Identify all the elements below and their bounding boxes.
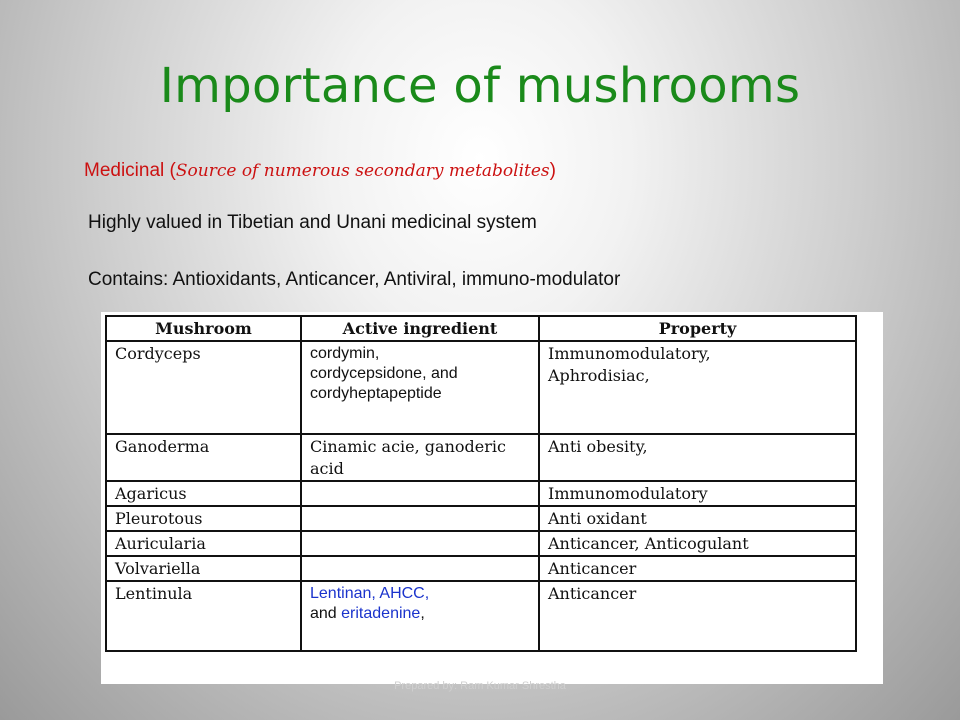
footer-credit: Prepared by: Ram Kumar Shrestha: [394, 680, 566, 692]
cell-property: Anticancer, Anticogulant: [539, 531, 856, 556]
cell-ingredient: [301, 481, 539, 506]
table-row: [106, 341, 856, 434]
cell-mushroom: Pleurotous: [106, 506, 301, 531]
cell-property: Anticancer: [539, 556, 856, 581]
medicinal-open-paren: (: [169, 160, 176, 181]
cell-property: Immunomodulatory: [539, 481, 856, 506]
text-line-tibetian-unani: Highly valued in Tibetian and Unani medicinal system: [88, 212, 537, 233]
cell-mushroom: Lentinula: [106, 581, 301, 651]
cell-ingredient: [301, 556, 539, 581]
table-header-row: [106, 316, 856, 341]
table-row: [106, 556, 856, 581]
cell-property: Anti obesity,: [539, 434, 856, 481]
mushroom-table: [105, 315, 857, 652]
table-row: [106, 506, 856, 531]
ingredient-comma: ,: [420, 605, 425, 622]
table-row: [106, 531, 856, 556]
cell-property: Anti oxidant: [539, 506, 856, 531]
cell-mushroom: Agaricus: [106, 481, 301, 506]
table-panel: [101, 312, 883, 684]
table-row: [106, 581, 856, 651]
table-row: [106, 481, 856, 506]
cell-ingredient: [301, 506, 539, 531]
ingredient-lentinan: Lentinan, AHCC,: [310, 585, 430, 602]
medicinal-note: Source of numerous secondary metabolites: [175, 161, 550, 181]
medicinal-label: Medicinal: [84, 160, 165, 181]
cell-mushroom: Auricularia: [106, 531, 301, 556]
cell-mushroom: Volvariella: [106, 556, 301, 581]
header-property: Property: [539, 316, 856, 341]
slide-title: Importance of mushrooms: [159, 58, 801, 114]
ingredient-eritadenine: eritadenine: [341, 605, 421, 622]
cell-mushroom: Cordyceps: [106, 341, 301, 434]
cell-ingredient: Cinamic acie, ganoderic acid: [301, 434, 539, 481]
cell-ingredient: [301, 581, 539, 651]
ingredient-and: and: [310, 605, 342, 622]
cell-ingredient: cordymin, cordycepsidone, and cordyheptapeptide: [301, 341, 539, 434]
header-mushroom: Mushroom: [106, 316, 301, 341]
table-row: [106, 434, 856, 481]
cell-property: Immunomodulatory, Aphrodisiac,: [539, 341, 856, 434]
cell-mushroom: Ganoderma: [106, 434, 301, 481]
cell-property: Anticancer: [539, 581, 856, 651]
header-active-ingredient: Active ingredient: [301, 316, 539, 341]
text-line-contains: Contains: Antioxidants, Anticancer, Antiviral, immuno-modulator: [88, 269, 621, 290]
medicinal-close-paren: ): [549, 160, 556, 181]
cell-ingredient: [301, 531, 539, 556]
medicinal-heading: [84, 160, 556, 182]
